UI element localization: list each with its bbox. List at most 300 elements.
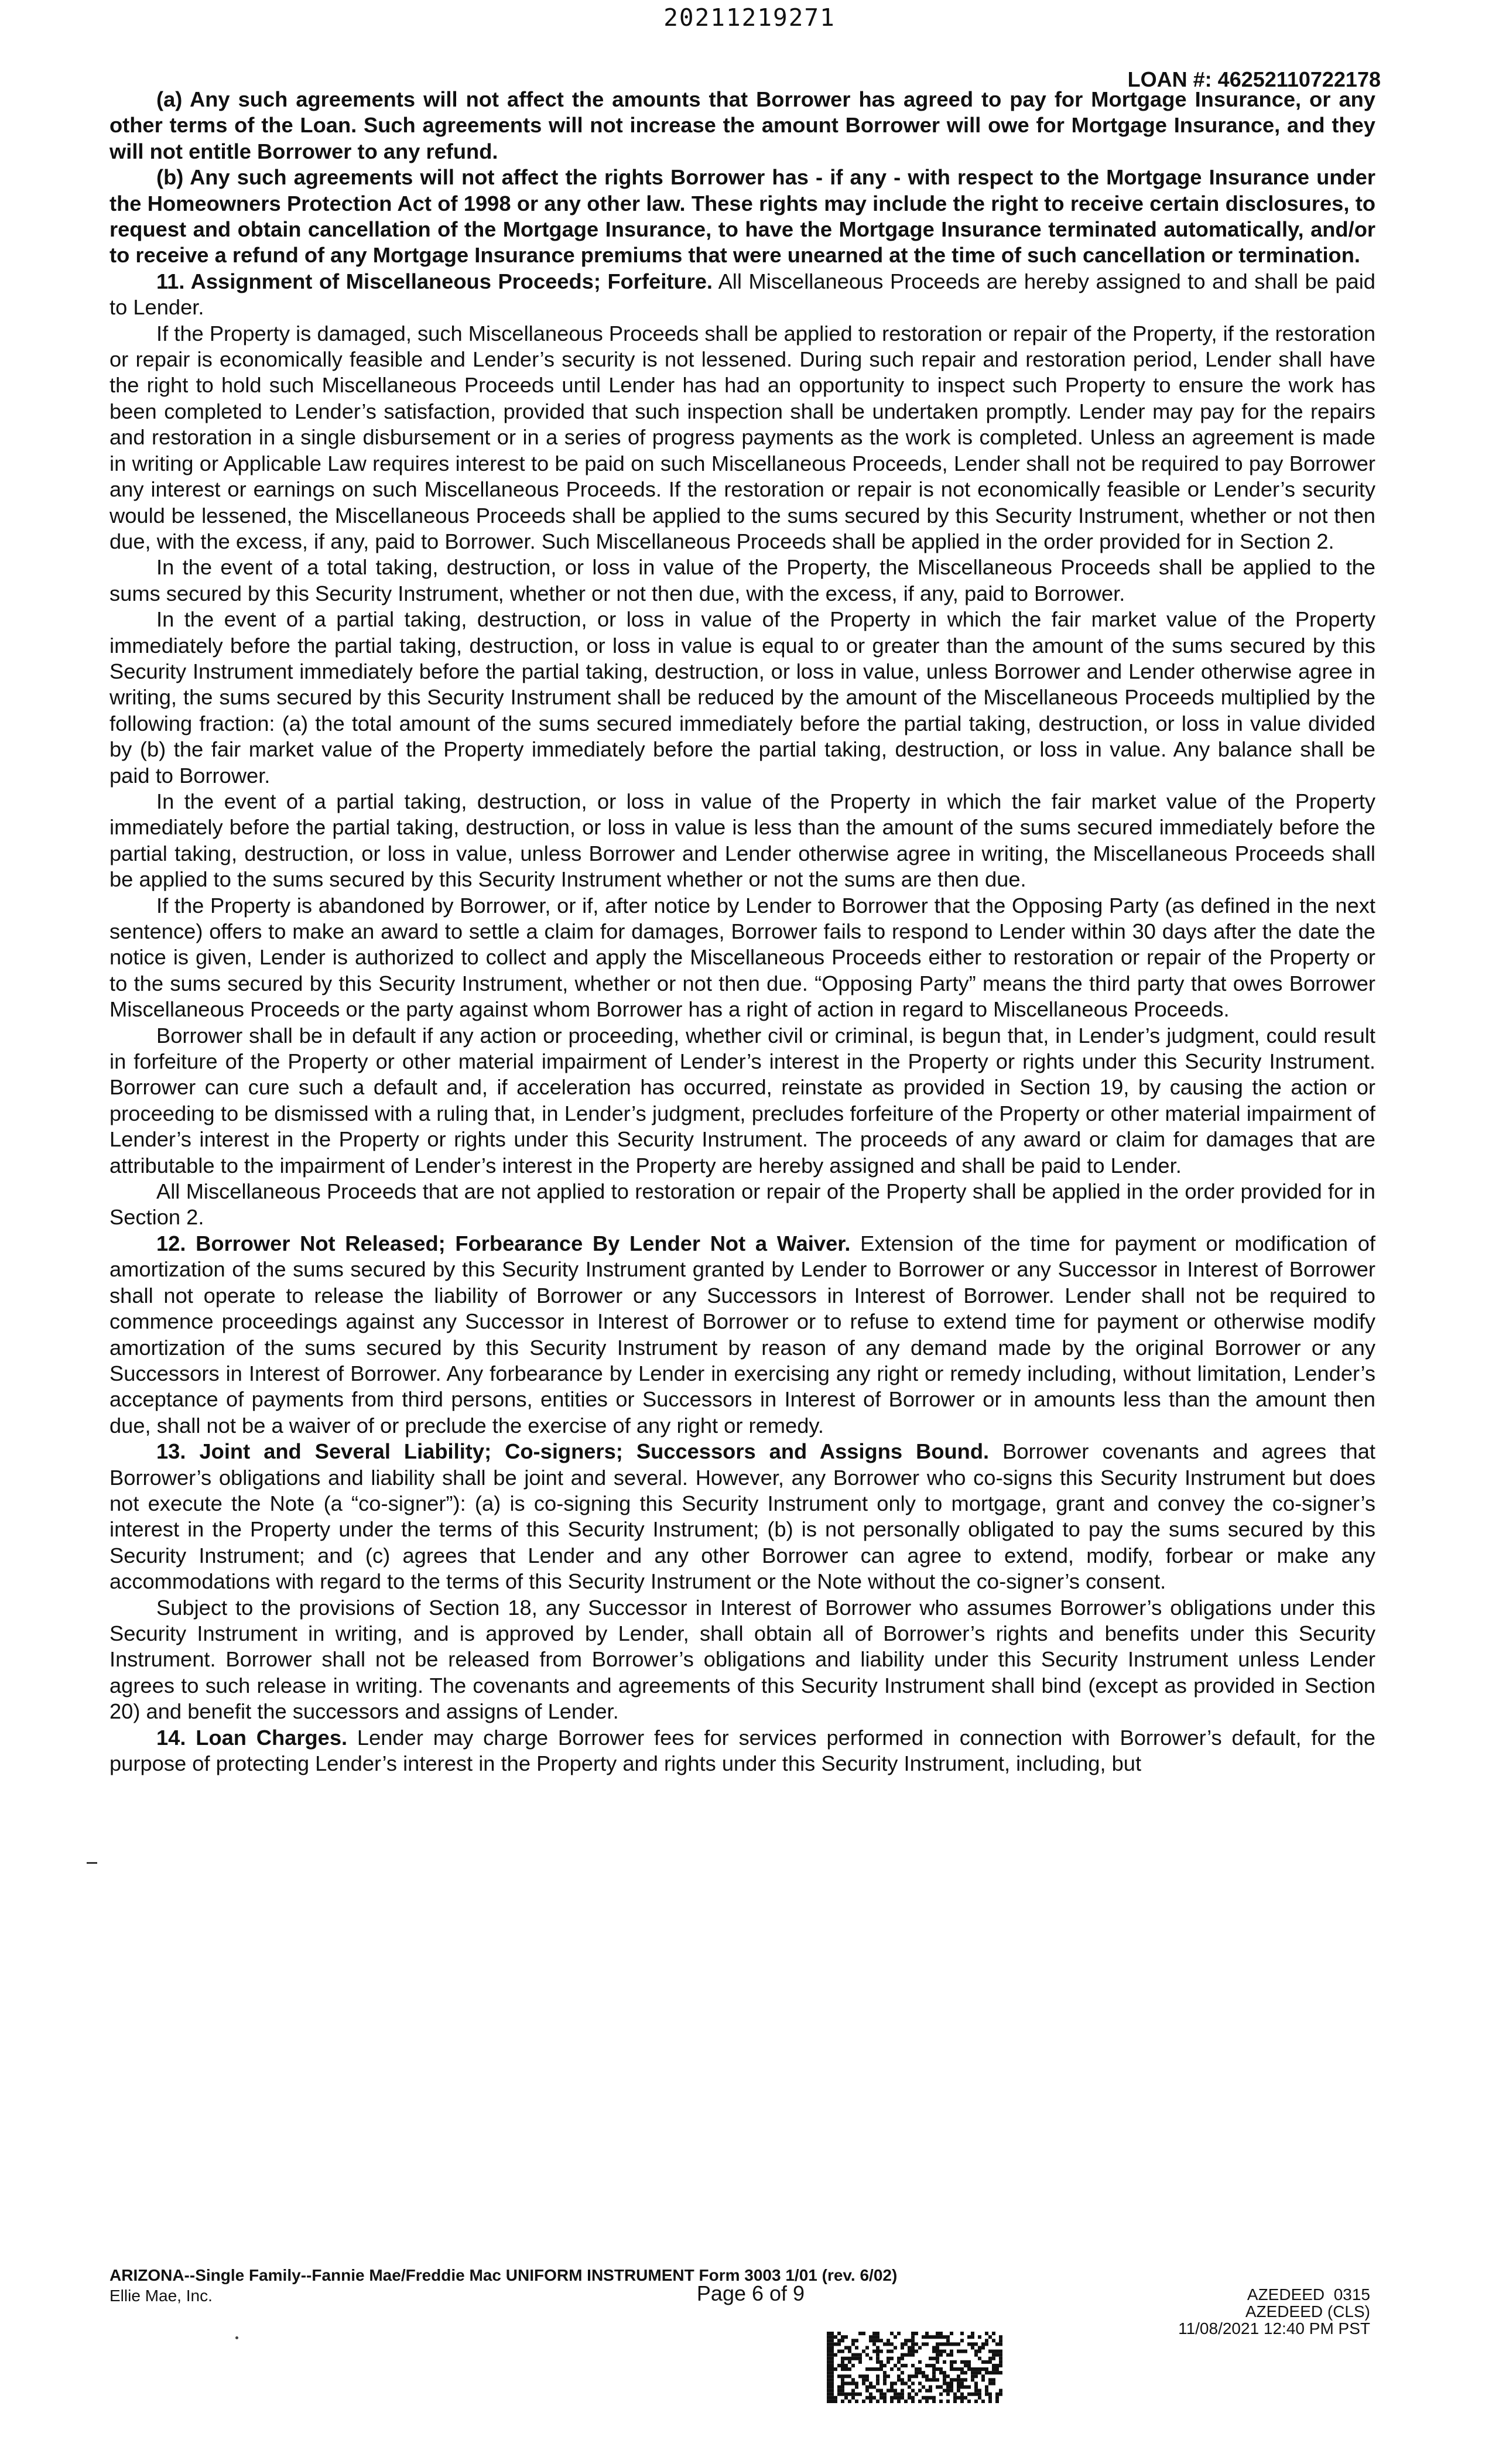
barcode-module	[988, 2400, 992, 2403]
barcode-module	[929, 2386, 932, 2389]
barcode-module	[915, 2332, 918, 2335]
barcode-module	[858, 2353, 862, 2357]
barcode-module	[974, 2350, 978, 2353]
barcode-module	[879, 2393, 883, 2396]
barcode-module	[936, 2342, 939, 2346]
barcode-module	[830, 2339, 834, 2342]
barcode-module	[981, 2400, 985, 2403]
barcode-module	[960, 2350, 964, 2353]
barcode-module	[837, 2364, 841, 2367]
barcode-module	[841, 2389, 844, 2393]
barcode-module	[908, 2396, 911, 2400]
barcode-module	[908, 2350, 911, 2353]
barcode-module	[834, 2396, 837, 2400]
barcode-module	[943, 2360, 946, 2364]
barcode-module	[918, 2346, 922, 2349]
barcode-module	[988, 2378, 992, 2381]
barcode-module	[901, 2371, 904, 2374]
barcode-module	[876, 2381, 879, 2385]
barcode-module	[985, 2332, 988, 2335]
barcode-module	[876, 2350, 879, 2353]
barcode-module	[915, 2393, 918, 2396]
barcode-module	[844, 2381, 848, 2385]
barcode-module	[911, 2353, 915, 2357]
barcode-module	[865, 2353, 869, 2357]
barcode-module	[890, 2357, 894, 2360]
barcode-module	[978, 2357, 981, 2360]
barcode-module	[929, 2335, 932, 2339]
barcode-module	[865, 2389, 869, 2393]
barcode-module	[960, 2396, 964, 2400]
barcode-module	[995, 2396, 999, 2400]
barcode-module	[925, 2335, 929, 2339]
barcode-module	[960, 2386, 964, 2389]
section-11-text: All Miscellaneous Proceeds are hereby assigned to and shall be paid to Lender.	[109, 269, 1375, 320]
barcode-module	[872, 2339, 876, 2342]
barcode-module	[985, 2371, 988, 2374]
barcode-module	[936, 2350, 939, 2353]
barcode-module	[837, 2350, 841, 2353]
section-13	[109, 1439, 1375, 1594]
barcode-module	[978, 2393, 981, 2396]
section-11-paragraph-5: In the event of a partial taking, destruction, or loss in value of the Property in which the fair market value of the Property immediately before the partial taking, destruction, or loss in value is less than the amount of the sums secured immediately before the partial taking, destruction, or loss in value, unless Borrower and Lender otherwise agree in writing, the Miscellaneous Proceeds shall be applied to the sums secured by this Security Instrument whether or not the sums are then due.	[109, 789, 1375, 892]
barcode-module	[841, 2374, 844, 2378]
barcode-module	[918, 2360, 922, 2364]
barcode-module	[897, 2374, 901, 2378]
barcode-module	[837, 2393, 841, 2396]
barcode-module	[890, 2342, 894, 2346]
barcode-module	[915, 2374, 918, 2378]
section-11-paragraph-6: If the Property is abandoned by Borrower, or if, after notice by Lender to Borrower that the Opposing Party (as defined in the next sentence) offers to make an award to settle a claim for damages, Borrower fails to respond to Lender within 30 days after the date the notice is given, Lender is authorized to collect and apply the Miscellaneous Proceeds either to restoration or repair of the Property or to the sums secured by this Security Instrument, whether or not then due. “Opposing Party” means the third party that owes Borrower Miscellaneous Proceeds or the party against whom Borrower has a right of action in regard to Miscellaneous Proceeds.	[109, 893, 1375, 1022]
barcode-module	[883, 2400, 887, 2403]
barcode-module	[925, 2342, 929, 2346]
barcode-module	[901, 2393, 904, 2396]
barcode-module	[964, 2378, 967, 2381]
barcode-module	[890, 2389, 894, 2393]
barcode-module	[918, 2371, 922, 2374]
barcode-module	[827, 2335, 830, 2339]
barcode-module	[862, 2400, 865, 2403]
barcode-module	[865, 2386, 869, 2389]
barcode-module	[943, 2371, 946, 2374]
barcode-module	[865, 2396, 869, 2400]
barcode-module	[911, 2381, 915, 2385]
barcode-module	[897, 2378, 901, 2381]
section-11-paragraph-7: Borrower shall be in default if any action or proceeding, whether civil or criminal, is begun that, in Lender’s judgment, could result in forfeiture of the Property or other material impairment of Lender’s interest in the Property or rights under this Security Instrument. Borrower can cure such a default and, if acceleration has occurred, reinstate as provided in Section 19, by causing the action or proceeding to be dismissed with a ruling that, in Lender’s judgment, precludes forfeiture of the Property or other material impairment of Lender’s interest in the Property or rights under this Security Instrument. The proceeds of any award or claim for damages that are attributable to the impairment of Lender’s interest in the Property are hereby assigned and shall be paid to Lender.	[109, 1023, 1375, 1178]
barcode-module	[851, 2389, 855, 2393]
barcode-module	[894, 2393, 897, 2396]
barcode-module	[876, 2389, 879, 2393]
barcode-module	[858, 2393, 862, 2396]
barcode-module	[946, 2353, 950, 2357]
barcode-module	[988, 2360, 992, 2364]
barcode-module	[971, 2332, 974, 2335]
barcode-module	[939, 2332, 943, 2335]
barcode-module	[999, 2371, 1002, 2374]
barcode-module	[869, 2339, 872, 2342]
barcode-module	[848, 2350, 851, 2353]
barcode-module	[925, 2332, 929, 2335]
barcode-module	[999, 2339, 1002, 2342]
barcode-module	[985, 2342, 988, 2346]
barcode-module	[925, 2400, 929, 2403]
barcode-module	[851, 2353, 855, 2357]
barcode-module	[953, 2360, 957, 2364]
barcode-module	[834, 2400, 837, 2403]
barcode-module	[876, 2367, 879, 2371]
barcode-module	[950, 2381, 953, 2385]
barcode-module	[918, 2381, 922, 2385]
barcode-module	[908, 2346, 911, 2349]
barcode-module	[894, 2346, 897, 2349]
barcode-module	[946, 2386, 950, 2389]
barcode-module	[992, 2378, 995, 2381]
barcode-module	[855, 2386, 858, 2389]
barcode-module	[922, 2386, 925, 2389]
barcode-module	[939, 2353, 943, 2357]
barcode-module	[936, 2386, 939, 2389]
barcode-module	[901, 2378, 904, 2381]
barcode-module	[901, 2396, 904, 2400]
footer-company: Ellie Mae, Inc.	[109, 2287, 213, 2305]
barcode-module	[999, 2335, 1002, 2339]
barcode-module	[995, 2364, 999, 2367]
barcode-module	[992, 2332, 995, 2335]
form-code-cls: AZEDEED (CLS)	[1245, 2302, 1370, 2321]
barcode-module	[960, 2332, 964, 2335]
barcode-module	[848, 2357, 851, 2360]
barcode-module	[974, 2367, 978, 2371]
barcode-module	[844, 2335, 848, 2339]
barcode-module	[960, 2360, 964, 2364]
barcode-module	[932, 2400, 936, 2403]
barcode-module	[830, 2396, 834, 2400]
barcode-module	[869, 2381, 872, 2385]
barcode-module	[950, 2332, 953, 2335]
paragraph-b: (b) Any such agreements will not affect the rights Borrower has - if any - with respect to the Mortgage Insurance under the Homeowners Protection Act of 1998 or any other law. These rights may include the right to receive certain disclosures, to request and obtain cancellation of the Mortgage Insurance, to have the Mortgage Insurance terminated automatically, and/or to receive a refund of any Mortgage Insurance premiums that were unearned at the time of such cancellation or termination.	[109, 165, 1375, 268]
barcode-module	[897, 2367, 901, 2371]
barcode-module	[911, 2374, 915, 2378]
barcode-module	[943, 2378, 946, 2381]
document-body	[109, 87, 1375, 1777]
barcode-module	[974, 2386, 978, 2389]
barcode-module	[841, 2357, 844, 2360]
barcode-module	[865, 2367, 869, 2371]
barcode-module	[992, 2339, 995, 2342]
barcode-module	[830, 2364, 834, 2367]
barcode-module	[848, 2400, 851, 2403]
barcode-module	[939, 2367, 943, 2371]
barcode-module	[837, 2339, 841, 2342]
barcode-module	[971, 2393, 974, 2396]
barcode-module	[851, 2393, 855, 2396]
barcode-module	[883, 2393, 887, 2396]
barcode-module	[925, 2364, 929, 2367]
barcode-module	[936, 2353, 939, 2357]
barcode-module	[830, 2393, 834, 2396]
barcode-module	[830, 2400, 834, 2403]
barcode-module	[915, 2371, 918, 2374]
barcode-module	[869, 2386, 872, 2389]
barcode-module	[841, 2367, 844, 2371]
barcode-module	[964, 2360, 967, 2364]
barcode-module	[988, 2335, 992, 2339]
barcode-module	[971, 2371, 974, 2374]
barcode-module	[932, 2364, 936, 2367]
barcode-module	[922, 2342, 925, 2346]
section-11-heading: 11. Assignment of Miscellaneous Proceeds; Forfeiture.	[156, 269, 713, 293]
section-12-heading: 12. Borrower Not Released; Forbearance By Lender Not a Waiver.	[156, 1231, 851, 1255]
barcode-module	[869, 2357, 872, 2360]
barcode-module	[936, 2335, 939, 2339]
barcode-module	[932, 2371, 936, 2374]
barcode-module	[872, 2396, 876, 2400]
barcode-module	[879, 2396, 883, 2400]
barcode-module	[925, 2378, 929, 2381]
barcode-module	[876, 2378, 879, 2381]
barcode-module	[841, 2381, 844, 2385]
barcode-module	[995, 2400, 999, 2403]
barcode-module	[957, 2396, 960, 2400]
barcode-module	[841, 2335, 844, 2339]
barcode-module	[971, 2346, 974, 2349]
barcode-module	[844, 2357, 848, 2360]
barcode-module	[876, 2360, 879, 2364]
barcode-module	[992, 2350, 995, 2353]
barcode-module	[981, 2378, 985, 2381]
barcode-module	[890, 2332, 894, 2335]
barcode-module	[967, 2342, 971, 2346]
barcode-module	[999, 2353, 1002, 2357]
barcode-module	[922, 2371, 925, 2374]
barcode-module	[967, 2367, 971, 2371]
section-14	[109, 1725, 1375, 1777]
barcode-module	[879, 2350, 883, 2353]
barcode-module	[957, 2374, 960, 2378]
barcode-module	[995, 2393, 999, 2396]
barcode-module	[967, 2393, 971, 2396]
barcode-module	[894, 2381, 897, 2385]
barcode-module	[862, 2378, 865, 2381]
barcode-module	[897, 2357, 901, 2360]
barcode-module	[879, 2364, 883, 2367]
barcode-module	[957, 2367, 960, 2371]
barcode-module	[872, 2335, 876, 2339]
barcode-module	[830, 2381, 834, 2385]
barcode-module	[932, 2374, 936, 2378]
barcode-module	[939, 2335, 943, 2339]
barcode-module	[827, 2378, 830, 2381]
barcode-module	[897, 2393, 901, 2396]
barcode-module	[887, 2342, 890, 2346]
barcode-module	[879, 2367, 883, 2371]
barcode-module	[841, 2360, 844, 2364]
barcode-module	[950, 2364, 953, 2367]
barcode-module	[876, 2400, 879, 2403]
barcode-module	[879, 2389, 883, 2393]
barcode-module	[957, 2378, 960, 2381]
margin-mark	[87, 1862, 97, 1864]
barcode-module	[939, 2386, 943, 2389]
barcode-module	[960, 2367, 964, 2371]
barcode-module	[869, 2400, 872, 2403]
barcode-module	[844, 2364, 848, 2367]
barcode-module	[988, 2357, 992, 2360]
barcode-module	[988, 2371, 992, 2374]
barcode-module	[929, 2378, 932, 2381]
barcode-module	[953, 2367, 957, 2371]
barcode-module	[827, 2386, 830, 2389]
barcode-module	[901, 2381, 904, 2385]
barcode-module	[834, 2353, 837, 2357]
barcode-module	[943, 2381, 946, 2385]
barcode-module	[830, 2335, 834, 2339]
barcode-module	[911, 2400, 915, 2403]
section-13-heading: 13. Joint and Several Liability; Co-signers; Successors and Assigns Bound.	[156, 1439, 990, 1464]
barcode-module	[974, 2342, 978, 2346]
barcode-module	[827, 2342, 830, 2346]
barcode-module	[904, 2339, 908, 2342]
barcode-module	[964, 2350, 967, 2353]
barcode-module	[978, 2371, 981, 2374]
barcode-module	[936, 2357, 939, 2360]
barcode-module	[981, 2342, 985, 2346]
barcode-module	[887, 2350, 890, 2353]
barcode-module	[946, 2335, 950, 2339]
barcode-module	[830, 2367, 834, 2371]
barcode-module	[897, 2396, 901, 2400]
barcode-module	[939, 2371, 943, 2374]
barcode-module	[837, 2389, 841, 2393]
barcode-module	[971, 2335, 974, 2339]
barcode-module	[876, 2346, 879, 2349]
barcode-module	[929, 2396, 932, 2400]
barcode-module	[960, 2381, 964, 2385]
barcode-module	[879, 2339, 883, 2342]
barcode-module	[894, 2364, 897, 2367]
barcode-module	[827, 2374, 830, 2378]
barcode-module	[890, 2381, 894, 2385]
barcode-module	[830, 2389, 834, 2393]
barcode-module	[830, 2353, 834, 2357]
barcode-module	[841, 2339, 844, 2342]
barcode-module	[985, 2339, 988, 2342]
barcode-module	[943, 2350, 946, 2353]
barcode-module	[960, 2339, 964, 2342]
section-11-paragraph-4: In the event of a partial taking, destruction, or loss in value of the Property in which the fair market value of the Property immediately before the partial taking, destruction, or loss in value is equal to or greater than the amount of the sums secured by this Security Instrument immediately before the partial taking, destruction, or loss in value, unless Borrower and Lender otherwise agree in writing, the sums secured by this Security Instrument shall be reduced by the amount of the Miscellaneous Proceeds multiplied by the following fraction: (a) the total amount of the sums secured immediately before the partial taking, destruction, or loss in value divided by (b) the fair market value of the Property immediately before the partial taking, destruction, or loss in value. Any balance shall be paid to Borrower.	[109, 607, 1375, 788]
barcode-module	[946, 2342, 950, 2346]
barcode-module	[827, 2360, 830, 2364]
barcode-module	[901, 2364, 904, 2367]
barcode-module	[855, 2346, 858, 2349]
footer-codes	[1101, 2286, 1370, 2337]
barcode-module	[890, 2400, 894, 2403]
barcode-module	[851, 2378, 855, 2381]
barcode-module	[978, 2346, 981, 2349]
barcode-module	[890, 2396, 894, 2400]
loan-number: LOAN #: 46252110722178	[1127, 67, 1381, 91]
section-14-text: Lender may charge Borrower fees for services performed in connection with Borrower’s default, for the purpose of protecting Lender’s interest in the Property and rights under this Security Instrument, including, but	[109, 1725, 1375, 1775]
barcode-module	[865, 2378, 869, 2381]
barcode-module	[943, 2374, 946, 2378]
barcode-module	[872, 2386, 876, 2389]
barcode-module	[851, 2339, 855, 2342]
barcode-module	[918, 2400, 922, 2403]
barcode-module	[939, 2393, 943, 2396]
barcode-module	[925, 2396, 929, 2400]
barcode-module	[929, 2364, 932, 2367]
barcode-module	[985, 2386, 988, 2389]
barcode-module	[960, 2378, 964, 2381]
barcode-module	[992, 2381, 995, 2385]
barcode-module	[883, 2381, 887, 2385]
barcode-module	[999, 2342, 1002, 2346]
barcode-module	[971, 2367, 974, 2371]
barcode-module	[981, 2374, 985, 2378]
barcode-module	[960, 2393, 964, 2396]
barcode-module	[908, 2393, 911, 2396]
barcode-module	[862, 2332, 865, 2335]
section-12-text: Extension of the time for payment or modification of amortization of the sums secured by this Security Instrument granted by Lender to Borrower or any Successor in Interest of Borrower shall not operate to release the liability of Borrower or any Successors in Interest of Borrower. Lender shall not be required to commence proceedings against any Successor in Interest of Borrower or to refuse to extend time for payment or otherwise modify amortization of the sums secured by this Security Instrument by reason of any demand made by the original Borrower or any Successors in Interest of Borrower. Any forbearance by Lender in exercising any right or remedy including, without limitation, Lender’s acceptance of payments from third persons, entities or Successors in Interest of Borrower or in amounts less than the amount then due, shall not be a waiver of or preclude the exercise of any right or remedy.	[109, 1231, 1375, 1438]
barcode-module	[830, 2386, 834, 2389]
barcode-module	[953, 2393, 957, 2396]
barcode-module	[827, 2367, 830, 2371]
barcode-module	[974, 2374, 978, 2378]
barcode-module	[876, 2357, 879, 2360]
barcode-module	[939, 2350, 943, 2353]
barcode-module	[851, 2381, 855, 2385]
barcode-module	[887, 2360, 890, 2364]
document-recording-number: 20211219271	[663, 4, 836, 32]
barcode-module	[883, 2364, 887, 2367]
barcode-module	[862, 2381, 865, 2385]
barcode-module	[858, 2360, 862, 2364]
barcode-module	[911, 2350, 915, 2353]
barcode-module	[967, 2400, 971, 2403]
barcode-module	[995, 2353, 999, 2357]
barcode-module	[897, 2360, 901, 2364]
barcode-module	[953, 2342, 957, 2346]
barcode-module	[992, 2371, 995, 2374]
barcode-module	[988, 2350, 992, 2353]
barcode-module	[981, 2346, 985, 2349]
barcode-module	[932, 2346, 936, 2349]
barcode-module	[911, 2332, 915, 2335]
barcode-module	[950, 2360, 953, 2364]
barcode-module	[901, 2357, 904, 2360]
barcode-module	[890, 2367, 894, 2371]
barcode-module	[967, 2364, 971, 2367]
barcode-module	[981, 2360, 985, 2364]
barcode-module	[908, 2353, 911, 2357]
barcode-module	[922, 2335, 925, 2339]
barcode-module	[897, 2400, 901, 2403]
barcode-module	[844, 2346, 848, 2349]
barcode-module	[964, 2386, 967, 2389]
barcode-module	[936, 2367, 939, 2371]
barcode-module	[908, 2339, 911, 2342]
barcode-module	[872, 2332, 876, 2335]
barcode-module	[925, 2374, 929, 2378]
barcode-module	[943, 2335, 946, 2339]
barcode-module	[950, 2350, 953, 2353]
barcode-module	[992, 2367, 995, 2371]
barcode-module	[950, 2378, 953, 2381]
barcode-module	[999, 2389, 1002, 2393]
barcode-module	[922, 2374, 925, 2378]
barcode-module	[911, 2389, 915, 2393]
barcode-module	[992, 2364, 995, 2367]
